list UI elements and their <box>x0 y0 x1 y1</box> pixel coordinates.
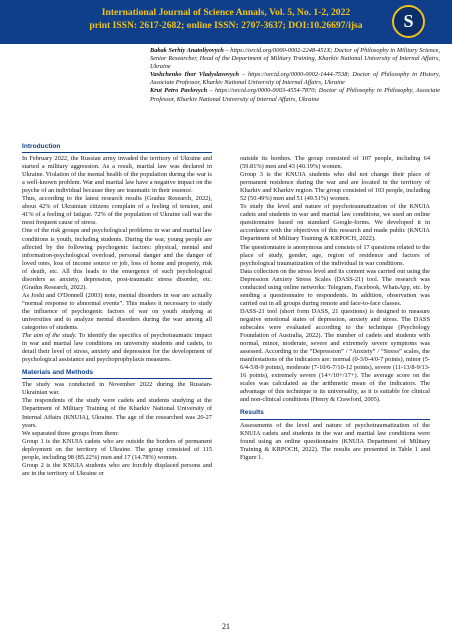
author-entry <box>150 71 440 87</box>
paragraph: The questionnaire is anonymous and consists of 17 questions related to the place of study, gender, age, region of residence and factors of psychological traumatization of the individual in war conditions. <box>240 243 430 267</box>
paragraph: Group 1 is the KNUIA cadets who are outside the borders of permanent deployment on the territory of Ukraine. The group consisted of 115 people, including 98 (85.22%) men and 17 (14.78%) women. <box>22 437 212 461</box>
methods-heading: Materials and Methods <box>22 369 212 379</box>
paragraph: In February 2022, the Russian army invaded the territory of Ukraine and started a military aggression. As a result, martial law was declared in Ukraine. Violation of the mental health of the population during the war is a well-known problem. War and martial law have a negative impact on the psyche of an individual because they are traumatic in their essence. <box>22 155 212 195</box>
paragraph: outside its borders. The group consisted of 107 people, including 64 (59.81%) men and 43 (40.19%) women. <box>240 155 430 171</box>
paragraph: Group 2 is the KNUIA students who are forcibly displaced persons and are in the territory of Ukraine or <box>22 461 212 477</box>
author-name: Krut Petro Pavlovych <box>150 87 208 95</box>
author-details: – https://orcid.org/0000-0002-2248-451X; Doctor of Philosophy in Military Science, Senior Researcher, Head of the Department of Military Training, Kharkiv National University of Internal Affairs, Ukraine <box>150 47 440 71</box>
page-number: 21 <box>222 622 230 631</box>
paragraph: DASS-21 tool (short form DASS, 21 questions) is designed to measure negative emotional states of depression, anxiety and stress. The DASS subscales were evaluated according to the technique (Psychology Foundation of Australia, 2022). The number of cadets and students with normal, minor, moderate, severe and extremely severe symptoms was assessed. According to the “Depression” / “Anxiety” / “Stress” scales, the manifestations of the indicators are: normal (0-3/0-4/0-7 points), minor (5-6/4-5/8-9 points), moderate (7-10/6-7/10-12 points), severe (11-13/8-9/13-16 points), extremely severe (14+/10+/17+). The average score on the scales was calculated as the arithmetic mean of the indicators. The advantage of this technique is its universality, as it is suitable for clinical and non-clinical conditions (Henry & Crawford, 2005). <box>240 307 430 404</box>
paragraph: The study was conducted in November 2022 during the Russian-Ukrainian war. <box>22 381 212 397</box>
author-entry <box>150 87 440 103</box>
left-column <box>22 143 212 478</box>
journal-issn-line: print ISSN: 2617-2682; online ISSN: 2707-3637; DOI:10.26697/ijsa <box>89 20 363 31</box>
author-details: – https://orcid.org/0000-0002-1444-7538; Doctor of Philosophy in History, Associate Professor, Kharkiv National University of Internal Affairs, Ukraine <box>150 71 440 87</box>
paragraph: To study the level and nature of psychotraumatization of the KNUIA cadets and students in war and martial law conditions, we used an online questionnaire based on standard Google-forms. We developed it in accordance with the objectives of this research and made public (KNUIA Department of Military Training & KRPOCH, 2022). <box>240 203 430 243</box>
aim-paragraph <box>22 332 212 364</box>
paragraph: We separated three groups from them: <box>22 429 119 437</box>
paragraph: Thus, according to the latest research results (Gradus Research, 2022), about 42% of Ukrainian citizens complain of a feeling of tension, and 41% of a feeling of fatigue. 72% of the population of Ukraine call war the most frequent cause of stress. <box>22 195 212 227</box>
aim-label: The aim of the study. <box>22 332 77 340</box>
aim-text: To identify the specifics of psychotraumatic impact in war and martial law conditions on university students and cadets, to detail their level of stress, anxiety and depression for the development of psychological assistance and psychoprophylaxis measures. <box>22 332 212 364</box>
introduction-heading: Introduction <box>22 143 212 153</box>
paragraph: Assessments of the level and nature of psychotraumatization of the KNUIA cadets and students in the war and martial law conditions were found using an online questionnaire (KNUIA Department of Military Training & KRPOCH, 2022). The results are presented in Table 1 and Figure 1. <box>240 421 430 461</box>
paragraph: Group 3 is the KNUIA students who did not change their place of permanent residence during the war and are located in the territory of Kharkiv and Kharkiv region. The group consisted of 103 people, including 52 (50.49%) men and 51 (49.51%) women. <box>240 171 430 203</box>
journal-logo: S <box>392 5 425 38</box>
author-affiliations <box>150 47 440 104</box>
author-entry <box>150 47 440 71</box>
results-heading: Results <box>240 409 430 419</box>
author-name: Vashchenko Ihor Vladyslavovych <box>150 71 240 79</box>
paragraph: One of the risk groups and psychological problems in war and martial law conditions is youth, including students. During the war, young people are affected by the following psychogenic factors: physical, mental and information-psychological overload, personal danger and the danger of loved ones, loss of income source or job, loss of home and property, risk of death, etc. All this leads to the emergence of such psychological disorders as anxiety, depression, post-traumatic stress disorder, etc. (Gradus Research, 2022). <box>22 227 212 291</box>
right-column <box>240 155 430 462</box>
journal-title-line: International Journal of Science Annals, Vol. 5, No. 1-2, 2022 <box>101 7 351 18</box>
paragraph: Data collection on the stress level and its content was carried out using the Depression Anxiety Stress Scales (DASS-21) tool. The research was conducted using online networks: Telegram, Facebook, WhatsApp, etc. by sending a questionnaire to respondents. In addition, observation was carried out in all groups during remote and face-to-face classes. <box>240 267 430 307</box>
paragraph: As Joshi and O'Donnell (2003) note, mental disorders in war are actually “normal response to abnormal events”. This makes it necessary to study the influence of psychogenic factors of war on youth studying at universities and to analyze mental disorders during the war among all categories of students. <box>22 291 212 332</box>
author-details: – https://orcid.org/0000-0003-4554-7870; Doctor of Philosophy in Philosophy, Associate Professor, Kharkiv National University of Internal Affairs, Ukraine <box>150 87 440 103</box>
journal-banner <box>0 0 452 44</box>
author-name: Babak Serhiy Anatoliyovych <box>150 47 224 54</box>
paragraph: The respondents of the study were cadets and students studying at the Department of Military Training of the Kharkiv National University of Internal Affairs (KNUIA), Ukraine. The age of the researched was 20-27 years. <box>22 397 212 429</box>
